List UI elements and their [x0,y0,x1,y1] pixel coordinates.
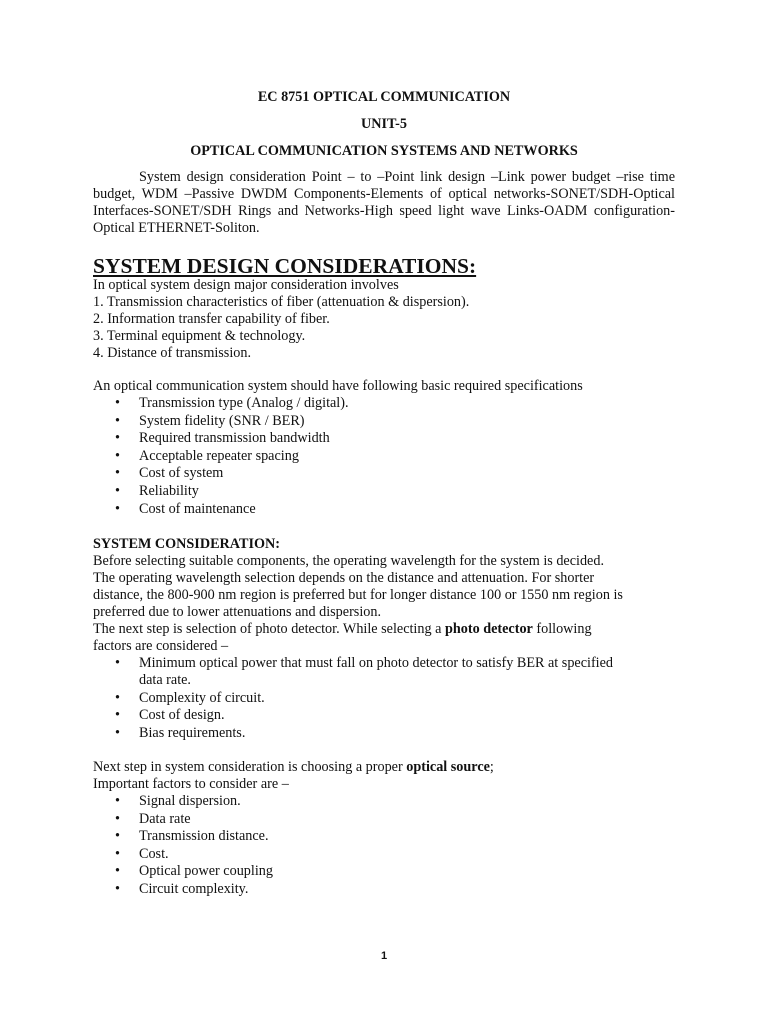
paragraph-line: Important factors to consider are – [93,776,289,792]
course-title: EC 8751 OPTICAL COMMUNICATION [257,89,511,105]
photo-detector-line [93,621,683,638]
photo-detector-factors [93,655,633,742]
list-item: • Cost of maintenance [93,501,683,518]
list-item: • System fidelity (SNR / BER) [93,413,683,430]
unit-title: OPTICAL COMMUNICATION SYSTEMS AND NETWORKS [190,143,578,159]
paragraph-line: The operating wavelength selection depends on the distance and attenuation. For shorter [93,570,595,586]
spec-list [93,395,683,518]
list-item: • Cost of system [93,465,683,482]
text-run: The next step is selection of photo detector. While selecting a [93,621,445,637]
numbered-item: 2. Information transfer capability of fiber. [93,311,330,327]
section-lead: In optical system design major consideration involves [93,277,399,293]
unit-label: UNIT-5 [361,116,407,132]
list-item: • Optical power coupling [93,863,683,880]
section-system-consideration [93,536,683,742]
numbered-item: 1. Transmission characteristics of fiber (attenuation & dispersion). [93,294,470,310]
list-item: • Circuit complexity. [93,881,683,898]
optical-source-line [93,759,683,776]
list-item: • Reliability [93,483,683,500]
numbered-item: 4. Distance of transmission. [93,345,252,361]
section-system-design [93,277,683,362]
paragraph-line: distance, the 800-900 nm region is preferred but for longer distance 100 or 1550 nm region is [93,587,623,603]
optical-source-block [93,759,683,899]
optical-source-term: optical source [406,759,490,775]
list-item: • Acceptable repeater spacing [93,448,683,465]
list-item: • Bias requirements. [93,725,633,742]
list-item: • Transmission type (Analog / digital). [93,395,683,412]
list-item: • Required transmission bandwidth [93,430,683,447]
list-item: • Transmission distance. [93,828,683,845]
text-run: following [532,621,592,637]
paragraph-line: preferred due to lower attenuations and dispersion. [93,604,381,620]
list-item: • Minimum optical power that must fall on photo detector to satisfy BER at specified data rate. [93,655,633,689]
list-item: • Signal dispersion. [93,793,683,810]
paragraph-line: factors are considered – [93,638,229,654]
list-item: • Complexity of circuit. [93,690,633,707]
text-run: Next step in system consideration is choosing a proper [93,759,407,775]
numbered-item: 3. Terminal equipment & technology. [93,328,306,344]
list-item: • Data rate [93,811,683,828]
page-number: 1 [380,950,388,962]
photo-detector-term: photo detector [444,621,533,637]
syllabus-paragraph: System design consideration Point – to –Point link design –Link power budget –rise time budget, WDM –Passive DWDM Components-Elements of optical networks-SONET/SDH-Optical Interfaces-SONET/SDH Rings and Networks-High speed light wave Links-OADM configuration-Optical ETHERNET-Soliton. [93,169,675,236]
list-item: • Cost of design. [93,707,633,724]
spec-lead: An optical communication system should have following basic required specifications [93,378,583,394]
paragraph-line: Before selecting suitable components, the operating wavelength for the system is decided. [93,553,604,569]
list-item: • Cost. [93,846,683,863]
section-heading-system-consideration: SYSTEM CONSIDERATION: [93,536,280,552]
section-heading-system-design: SYSTEM DESIGN CONSIDERATIONS: [93,254,477,278]
optical-source-factors [93,793,683,898]
specifications-block [93,378,683,518]
text-run: ; [489,759,494,775]
